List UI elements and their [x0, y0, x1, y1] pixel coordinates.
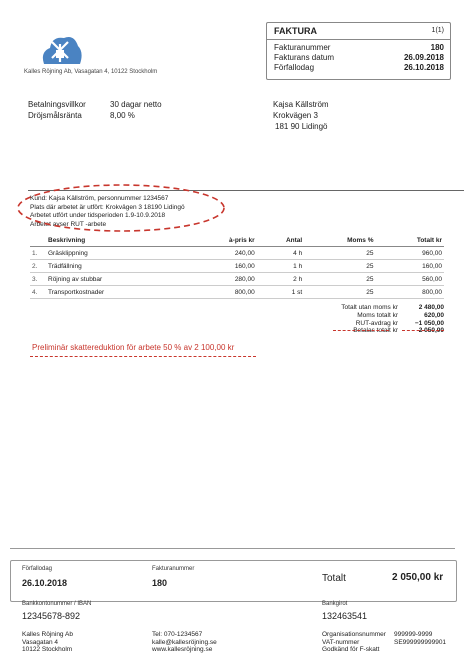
- annotation-ellipse: [16, 183, 226, 233]
- customer-info: Kund: Kajsa Källström, personnummer 1234567 Plats där arbetet är utfört: Krokvägen 3 18190 Lidingö Arbetet utfört under tidsperioden 1.9-10.9.2018 Arbetet avser RUT -arbete: [30, 195, 185, 228]
- rut-label-underline: [333, 330, 389, 331]
- totals-block: Totalt utan moms kr 2 480,00 Moms totalt kr 620,00 RUT-avdrag kr −1 050,00 Betalas totalt kr 2 050,00: [341, 304, 444, 335]
- footer-contact-info: Tel: 070-1234567 kalle@kallesröjning.se www.kallesröjning.se: [152, 631, 217, 653]
- footer-invoice-number-label: Fakturanummer: [152, 566, 195, 572]
- table-header-row: Beskrivning à-pris kr Antal Moms % Totalt kr: [30, 235, 444, 247]
- prelim-note-underline: [30, 356, 256, 357]
- footer-registration-info: Organisationsnummer 999999-9999 VAT-nummer SE999999999901 Godkänd för F-skatt: [322, 631, 447, 653]
- table-row: 4. Transportkostnader 800,00 1 st 25 800,00: [30, 286, 444, 299]
- rut-value-underline: [402, 330, 444, 331]
- footer-total-value: 2 050,00 kr: [392, 572, 444, 583]
- company-address-line: Kalles Röjning Ab, Vasagatan 4, 10122 Stockholm: [24, 69, 158, 75]
- footer-due-value: 26.10.2018: [22, 578, 68, 588]
- bank-account-label: Bankkontonummer / IBAN: [22, 601, 92, 607]
- table-row: 2. Trädfällning 160,00 1 h 25 160,00: [30, 260, 444, 273]
- footer-divider: [10, 548, 455, 549]
- payment-summary-box: [10, 560, 457, 602]
- invoice-number-row: Fakturanummer 180: [274, 43, 444, 52]
- windmill-logo-icon: [38, 30, 82, 68]
- bankgiro-label: Bankgirot: [322, 601, 348, 607]
- payment-terms: Betalningsvillkor 30 dagar netto Dröjsmålsränta 8,00 %: [28, 100, 162, 120]
- page-number: 1(1): [431, 27, 444, 34]
- footer-company-address: Kalles Röjning Ab Vasagatan 4 10122 Stockholm: [22, 631, 73, 653]
- footer-total-label: Totalt: [322, 573, 346, 584]
- due-date-row: Förfallodag 26.10.2018: [274, 63, 444, 72]
- invoice-title: FAKTURA: [274, 26, 317, 36]
- preliminary-tax-note: Preliminär skattereduktion för arbete 50 % av 2 100,00 kr: [32, 343, 235, 352]
- recipient-address: Kajsa Källström Krokvägen 3 181 90 Lidingö: [273, 100, 329, 131]
- bank-account-value: 12345678-892: [22, 611, 81, 621]
- bankgiro-value: 132463541: [322, 611, 368, 621]
- invoice-header-box: [266, 22, 451, 80]
- invoice-date-row: Fakturans datum 26.09.2018: [274, 53, 444, 62]
- items-table: [30, 235, 444, 299]
- footer-invoice-number-value: 180: [152, 578, 168, 588]
- table-row: 1. Gräsklippning 240,00 4 h 25 960,00: [30, 247, 444, 260]
- table-row: 3. Röjning av stubbar 280,00 2 h 25 560,00: [30, 273, 444, 286]
- footer-due-label: Förfallodag: [22, 566, 53, 572]
